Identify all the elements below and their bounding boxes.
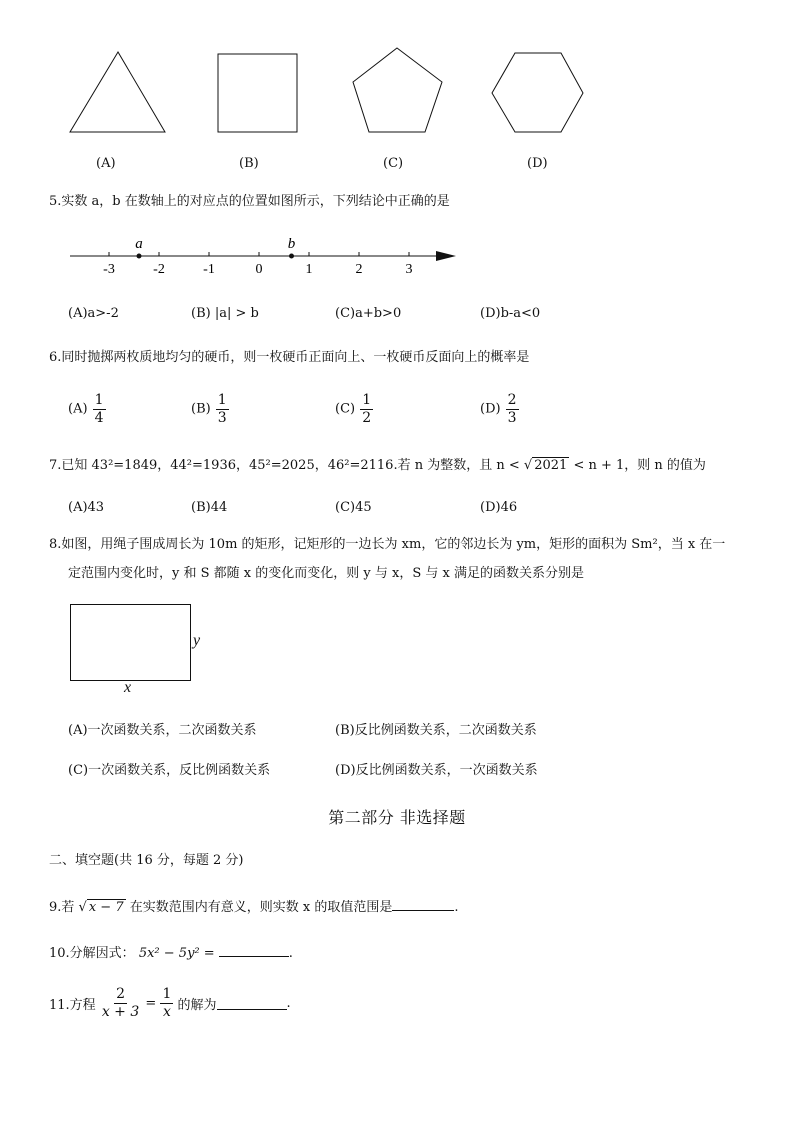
- q11-lhs-numerator: 2: [116, 986, 125, 1002]
- hexagon-shape: [492, 53, 583, 132]
- square-shape: [218, 54, 297, 132]
- q8-stem-line2: 定范围内变化时，y 和 S 都随 x 的变化而变化，则 y 与 x，S 与 x 满足的函数关系分别是: [68, 566, 584, 581]
- q5-option-a: (A)a>-2: [68, 306, 119, 321]
- q6-option-a-denominator: 4: [94, 410, 104, 426]
- q9-after: 在实数范围内有意义，则实数 x 的取值范围是: [129, 900, 393, 915]
- q4-option-d: (D): [527, 156, 548, 171]
- q6-option-a: [68, 392, 106, 427]
- q8-stem-line1: 8.如图，用绳子围成周长为 10m 的矩形，记矩形的一边长为 xm，它的邻边长为 ym，矩形的面积为 Sm²，当 x 在一: [49, 537, 726, 552]
- number-line-tick-label: -2: [153, 262, 165, 277]
- number-line-arrow: [436, 251, 456, 261]
- q11-end: .: [286, 996, 291, 1011]
- q7-stem: [49, 458, 706, 474]
- q8-rectangle: [70, 604, 191, 681]
- number-line-tick-label: 0: [255, 262, 263, 277]
- q6-stem: 6.同时抛掷两枚质地均匀的硬币，则一枚硬币正面向上、一枚硬币反面向上的概率是: [49, 350, 530, 365]
- q6-option-c-numerator: 1: [362, 392, 372, 408]
- q6-option-c: [335, 392, 373, 427]
- q9-before: 9.若: [49, 900, 75, 915]
- q4-shapes: [0, 40, 794, 140]
- triangle-shape: [70, 52, 165, 132]
- q6-option-d-denominator: 3: [507, 410, 517, 426]
- q11-lhs-denominator: x + 3: [101, 1004, 140, 1020]
- q4-option-c: (C): [383, 156, 404, 171]
- q6-option-d: [480, 392, 519, 427]
- q5-stem: 5.实数 a，b 在数轴上的对应点的位置如图所示，下列结论中正确的是: [49, 194, 450, 209]
- q6-option-c-label: (C): [335, 401, 356, 417]
- q10-expression: 5x² − 5y² =: [138, 946, 215, 961]
- q7-sqrt: √ 2021: [523, 458, 568, 473]
- q9-answer-blank[interactable]: [392, 898, 454, 911]
- q8-option-d: (D)反比例函数关系，一次函数关系: [335, 763, 538, 778]
- q11-rhs-denominator: x: [162, 1004, 171, 1020]
- q8-label-y: y: [193, 632, 201, 649]
- point-a-marker: [137, 254, 142, 259]
- q6-option-a-label: (A): [68, 401, 88, 417]
- number-line-tick-label: -1: [203, 262, 215, 277]
- q11-rhs-numerator: 1: [162, 986, 172, 1002]
- q9: [49, 898, 459, 916]
- q5-option-b: (B) |a| > b: [191, 306, 259, 321]
- q6-option-d-label: (D): [480, 401, 501, 417]
- q8-option-b: (B)反比例函数关系，二次函数关系: [335, 723, 537, 738]
- q9-radicand: x − 7: [88, 900, 124, 915]
- q6-option-b: [191, 392, 229, 427]
- point-b-marker: [289, 254, 294, 259]
- number-line-tick-label: 3: [405, 262, 413, 277]
- q11-answer-blank[interactable]: [217, 997, 287, 1010]
- number-line-tick-label: -3: [103, 262, 115, 277]
- q9-sqrt: √ x − 7: [78, 900, 124, 915]
- q7-radicand: 2021: [534, 458, 568, 473]
- q4-option-b: (B): [239, 156, 259, 171]
- q5-option-d: (D)b-a<0: [480, 306, 541, 321]
- q6-option-a-numerator: 1: [94, 392, 104, 408]
- q6-option-b-label: (B): [191, 401, 211, 417]
- q6-option-c-denominator: 2: [362, 410, 372, 426]
- q10-end: .: [288, 946, 293, 961]
- q11: [49, 986, 291, 1021]
- q7-stem-after: < n + 1，则 n 的值为: [573, 458, 706, 473]
- q5-option-c: (C)a+b>0: [335, 306, 402, 321]
- q4-option-a: (A): [96, 156, 116, 171]
- q11-after: 的解为: [177, 998, 217, 1013]
- q8-option-a: (A)一次函数关系，二次函数关系: [68, 723, 257, 738]
- point-a-label: a: [135, 236, 143, 252]
- part2-heading: 二、填空题(共 16 分，每题 2 分): [49, 853, 244, 868]
- q8-option-c: (C)一次函数关系，反比例函数关系: [68, 763, 271, 778]
- q10-answer-blank[interactable]: [219, 944, 289, 957]
- number-line: [0, 228, 794, 283]
- q11-equals: =: [145, 996, 157, 1011]
- q10-before: 10.分解因式：: [49, 946, 135, 961]
- pentagon-shape: [353, 48, 442, 132]
- q8-label-x: x: [124, 679, 132, 696]
- q7-stem-before: 7.已知 43²=1849，44²=1936，45²=2025，46²=2116.若 n 为整数，且 n <: [49, 458, 520, 473]
- q9-end: .: [454, 900, 459, 915]
- q7-option-b: (B)44: [191, 500, 228, 515]
- part2-title: 第二部分 非选择题: [328, 808, 466, 827]
- q6-option-b-numerator: 1: [217, 392, 227, 408]
- q6-option-d-numerator: 2: [507, 392, 517, 408]
- q7-option-c: (C)45: [335, 500, 372, 515]
- q7-option-d: (D)46: [480, 500, 518, 515]
- q6-option-b-denominator: 3: [217, 410, 227, 426]
- q7-option-a: (A)43: [68, 500, 105, 515]
- q10: [49, 944, 293, 962]
- number-line-tick-label: 2: [355, 262, 363, 277]
- point-b-label: b: [287, 236, 296, 252]
- q11-before: 11.方程: [49, 998, 96, 1013]
- number-line-tick-label: 1: [305, 262, 313, 277]
